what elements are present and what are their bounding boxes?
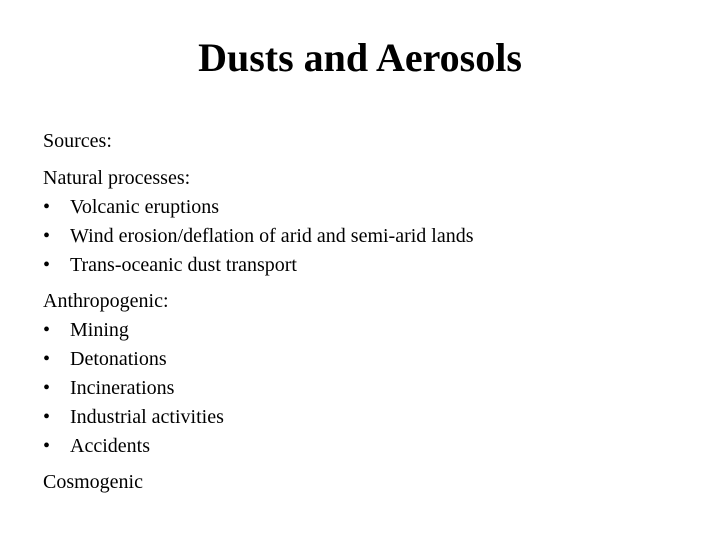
list-item	[43, 403, 683, 432]
list-item-text: Trans-oceanic dust transport	[70, 254, 297, 276]
slide-content	[43, 127, 683, 497]
list-item-text: Accidents	[70, 435, 150, 457]
slide-title: Dusts and Aerosols	[198, 35, 522, 80]
list-item-text: Detonations	[70, 348, 167, 370]
bullet-icon: •	[43, 319, 51, 341]
sources-heading: Sources:	[43, 130, 112, 152]
bullet-icon: •	[43, 435, 51, 457]
natural-list	[43, 193, 683, 280]
bullet-icon: •	[43, 406, 51, 428]
list-item	[43, 345, 683, 374]
bullet-icon: •	[43, 225, 51, 247]
bullet-icon: •	[43, 254, 51, 276]
list-item	[43, 374, 683, 403]
list-item-text: Industrial activities	[70, 406, 224, 428]
anthropogenic-heading: Anthropogenic:	[43, 290, 169, 312]
bullet-icon: •	[43, 377, 51, 399]
list-item-text: Wind erosion/deflation of arid and semi-arid lands	[70, 225, 474, 247]
natural-heading: Natural processes:	[43, 167, 191, 189]
list-item	[43, 251, 683, 280]
bullet-icon: •	[43, 348, 51, 370]
bullet-icon: •	[43, 196, 51, 218]
list-item-text: Volcanic eruptions	[70, 196, 220, 218]
list-item-text: Incinerations	[70, 377, 175, 399]
list-item	[43, 432, 683, 461]
list-item	[43, 316, 683, 345]
cosmogenic-heading: Cosmogenic	[43, 471, 143, 493]
list-item-text: Mining	[70, 319, 129, 341]
list-item	[43, 193, 683, 222]
anthropogenic-list	[43, 316, 683, 461]
list-item	[43, 222, 683, 251]
